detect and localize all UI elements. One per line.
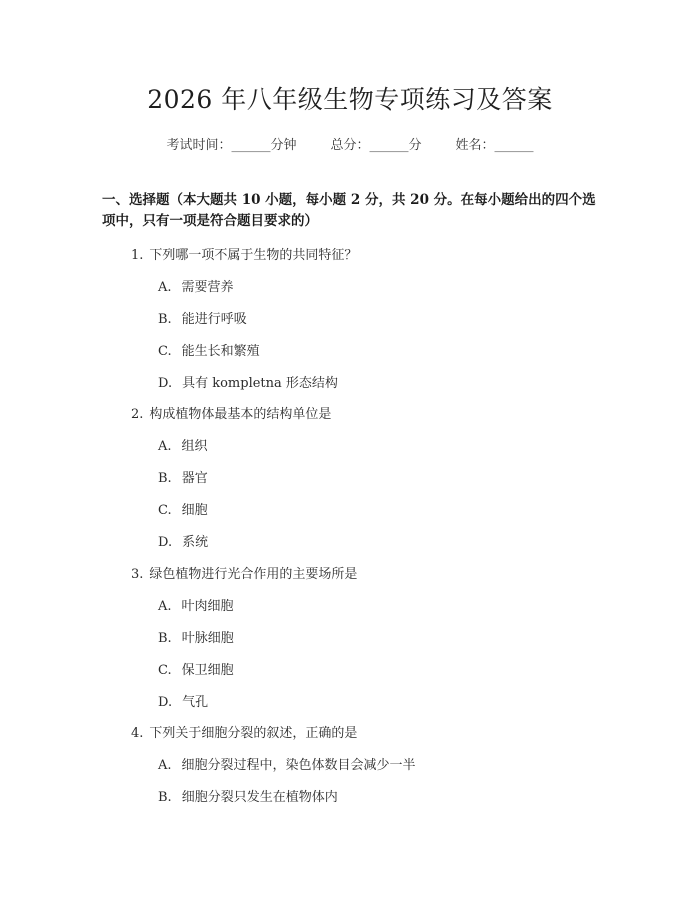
question-1-option-c xyxy=(158,340,260,359)
option-text: 细胞分裂过程中，染色体数目会减少一半 xyxy=(181,758,416,773)
question-4-option-b xyxy=(158,786,338,805)
option-letter: B. xyxy=(158,471,172,486)
option-letter: B. xyxy=(158,312,172,327)
question-4 xyxy=(131,722,357,741)
option-letter: B. xyxy=(158,631,172,646)
option-letter: C. xyxy=(158,344,172,359)
question-number: 3. xyxy=(131,567,144,582)
option-letter: C. xyxy=(158,503,172,518)
option-letter: B. xyxy=(158,790,172,805)
option-text: 细胞 xyxy=(181,503,208,518)
exam-time-label: 考试时间： xyxy=(166,138,232,153)
option-text: 需要营养 xyxy=(181,280,234,295)
question-4-option-a xyxy=(158,754,416,773)
question-3-option-c xyxy=(158,659,234,678)
option-text: 保卫细胞 xyxy=(181,663,234,678)
question-text: 绿色植物进行光合作用的主要场所是 xyxy=(149,567,358,582)
exam-time-unit: 分钟 xyxy=(270,138,297,153)
option-text: 器官 xyxy=(181,471,208,486)
option-letter: D. xyxy=(158,695,173,710)
option-text: 能进行呼吸 xyxy=(181,312,247,327)
total-score-label: 总分： xyxy=(330,138,370,153)
question-2-option-b xyxy=(158,467,208,486)
total-score-field xyxy=(330,134,421,153)
question-text: 构成植物体最基本的结构单位是 xyxy=(149,407,332,422)
option-letter: C. xyxy=(158,663,172,678)
option-text: 气孔 xyxy=(182,695,209,710)
question-2-option-a xyxy=(158,435,208,454)
question-number: 4. xyxy=(131,726,144,741)
question-text: 下列关于细胞分裂的叙述，正确的是 xyxy=(149,726,358,741)
exam-info-line xyxy=(0,134,700,153)
option-text: 具有 kompletna 形态结构 xyxy=(182,376,338,391)
section-heading: 一、选择题（本大题共 10 小题，每小题 2 分，共 20 分。在每小题给出的四个选项中，只有一项是符合题目要求的） xyxy=(102,192,596,229)
option-letter: A. xyxy=(158,280,172,295)
question-2-option-d xyxy=(158,531,208,550)
page-title: 2026 年八年级生物专项练习及答案 xyxy=(147,85,553,114)
question-3-option-d xyxy=(158,691,208,710)
question-number: 2. xyxy=(131,407,144,422)
option-letter: D. xyxy=(158,376,173,391)
option-text: 叶脉细胞 xyxy=(181,631,234,646)
option-letter: A. xyxy=(158,599,172,614)
option-text: 系统 xyxy=(182,535,209,550)
exam-time-blank: ______ xyxy=(231,138,271,153)
option-text: 能生长和繁殖 xyxy=(181,344,260,359)
question-1-option-a xyxy=(158,276,234,295)
student-name-label: 姓名： xyxy=(455,138,495,153)
total-score-unit: 分 xyxy=(408,138,422,153)
option-letter: D. xyxy=(158,535,173,550)
option-text: 细胞分裂只发生在植物体内 xyxy=(181,790,338,805)
student-name-blank: ______ xyxy=(494,138,534,153)
question-3-option-a xyxy=(158,595,234,614)
question-text: 下列哪一项不属于生物的共同特征？ xyxy=(149,248,358,263)
option-letter: A. xyxy=(158,758,172,773)
question-3 xyxy=(131,563,357,582)
exam-time-field xyxy=(166,134,296,153)
question-1 xyxy=(131,244,357,263)
option-letter: A. xyxy=(158,439,172,454)
option-text: 叶肉细胞 xyxy=(181,599,234,614)
total-score-blank: ______ xyxy=(369,138,409,153)
question-3-option-b xyxy=(158,627,234,646)
question-2 xyxy=(131,403,331,422)
question-1-option-b xyxy=(158,308,247,327)
question-2-option-c xyxy=(158,499,208,518)
option-text: 组织 xyxy=(181,439,208,454)
question-1-option-d xyxy=(158,372,338,391)
question-number: 1. xyxy=(131,248,144,263)
student-name-field xyxy=(456,134,534,153)
